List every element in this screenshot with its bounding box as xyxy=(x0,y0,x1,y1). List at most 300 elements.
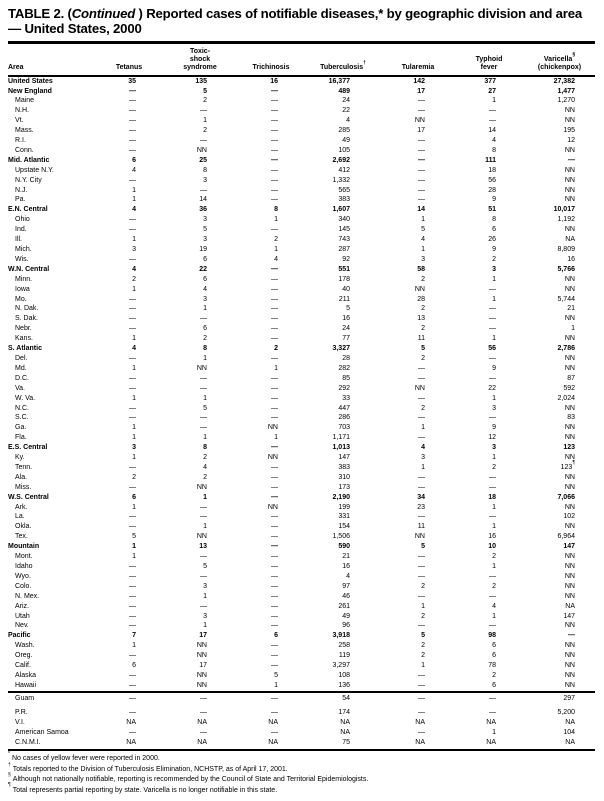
value-cell: — xyxy=(418,709,425,717)
value-cell: 5 xyxy=(346,305,350,313)
value-cell: — xyxy=(271,226,278,234)
value-cell: 3 xyxy=(203,295,207,303)
value-cell: 5,200 xyxy=(557,709,575,717)
area-cell: Colo. xyxy=(15,582,32,590)
value-cell: 377 xyxy=(484,77,496,85)
value-cell: NN xyxy=(564,186,575,194)
value-cell: — xyxy=(489,592,496,600)
table-row xyxy=(8,503,595,513)
value-cell: — xyxy=(129,414,136,422)
value-cell: — xyxy=(418,166,425,174)
value-cell: NN xyxy=(564,582,575,590)
column-header xyxy=(304,42,382,76)
value-cell: — xyxy=(129,295,136,303)
value-cell: 1 xyxy=(421,424,425,432)
value-cell: NN xyxy=(564,146,575,154)
table-row xyxy=(8,116,595,126)
value-cell: — xyxy=(129,107,136,115)
value-cell: — xyxy=(489,513,496,521)
value-cell: 123 xyxy=(563,444,575,452)
value-cell: 136 xyxy=(338,681,350,689)
footnote-marker: § xyxy=(8,772,11,779)
table-row xyxy=(8,562,595,572)
value-cell: 1 xyxy=(492,729,496,736)
column-header-line: Toxic- xyxy=(189,47,211,55)
table-row xyxy=(8,621,595,631)
value-cell: 1 xyxy=(132,553,136,561)
value-cell: 3 xyxy=(421,255,425,263)
value-cell: — xyxy=(271,275,278,283)
value-cell: 4 xyxy=(492,602,496,610)
value-cell: 2,190 xyxy=(332,493,350,501)
value-cell: — xyxy=(271,305,278,313)
area-cell: V.I. xyxy=(15,719,25,727)
area-cell: E.N. Central xyxy=(8,206,48,214)
value-cell: 2 xyxy=(492,582,496,590)
title-continued: Continued xyxy=(71,6,136,21)
table-row xyxy=(8,87,595,97)
value-cell: 58 xyxy=(417,265,425,273)
value-cell: 154 xyxy=(338,523,350,531)
table-row xyxy=(8,314,595,324)
value-cell: 1 xyxy=(492,275,496,283)
value-cell: NN xyxy=(196,652,207,660)
value-cell: 2 xyxy=(132,275,136,283)
column-header-line: shock xyxy=(189,55,211,63)
value-cell: 35 xyxy=(128,77,136,85)
table-row xyxy=(8,692,595,704)
value-cell: 383 xyxy=(338,196,350,204)
value-cell: — xyxy=(162,692,238,704)
value-cell: 1 xyxy=(132,285,136,293)
value-cell: — xyxy=(271,543,278,551)
value-cell: — xyxy=(489,354,496,362)
value-cell: 145 xyxy=(338,226,350,234)
value-cell: 16 xyxy=(270,77,278,85)
area-cell: N. Mex. xyxy=(15,592,40,600)
value-cell: 6 xyxy=(203,275,207,283)
value-cell: 2 xyxy=(421,642,425,650)
value-cell: 1 xyxy=(274,681,278,689)
column-header-line: syndrome xyxy=(183,63,217,71)
value-cell: 5 xyxy=(203,226,207,234)
value-cell: 5 xyxy=(421,345,425,353)
table-row xyxy=(8,661,595,671)
value-cell: 2 xyxy=(492,553,496,561)
value-cell: NN xyxy=(564,681,575,689)
value-cell: — xyxy=(96,692,162,704)
value-cell: 2 xyxy=(203,127,207,135)
value-cell: 9 xyxy=(492,196,496,204)
value-cell: — xyxy=(271,127,278,135)
value-cell: 1,332 xyxy=(332,176,350,184)
value-cell: NN xyxy=(564,166,575,174)
table-row xyxy=(8,433,595,443)
value-cell: 3 xyxy=(421,454,425,462)
value-cell: — xyxy=(271,335,278,343)
table-row xyxy=(8,275,595,285)
area-cell: Tenn. xyxy=(15,463,33,471)
value-cell: NA xyxy=(565,719,575,727)
value-cell: — xyxy=(271,493,278,501)
value-cell: 1 xyxy=(421,662,425,670)
value-cell: — xyxy=(129,305,136,313)
value-cell: 1 xyxy=(492,503,496,511)
value-cell: 199 xyxy=(338,503,350,511)
value-cell: NN xyxy=(564,404,575,412)
value-cell: 28 xyxy=(417,295,425,303)
area-cell: Hawaii xyxy=(15,681,37,689)
value-cell: NN xyxy=(196,681,207,689)
value-cell: NN xyxy=(564,473,575,481)
value-cell: — xyxy=(271,444,278,452)
area-cell: Vt. xyxy=(15,117,24,125)
value-cell: 489 xyxy=(338,87,350,95)
value-cell: 2 xyxy=(421,354,425,362)
area-cell: N.C. xyxy=(15,404,29,412)
table-row xyxy=(8,443,595,453)
area-cell: N.Y. City xyxy=(15,176,42,184)
value-cell: 19 xyxy=(199,246,207,253)
value-cell: 310 xyxy=(338,473,350,481)
area-cell: Minn. xyxy=(15,275,33,283)
value-cell: 8 xyxy=(274,206,278,214)
area-cell: Mo. xyxy=(15,295,27,303)
value-cell: 1 xyxy=(132,335,136,343)
value-cell: — xyxy=(418,107,425,115)
value-cell: — xyxy=(200,709,207,717)
value-cell: NN xyxy=(196,483,207,491)
table-row xyxy=(8,106,595,116)
table-row xyxy=(8,592,595,602)
value-cell: — xyxy=(271,523,278,531)
value-cell: 11 xyxy=(417,335,425,343)
value-cell: NN xyxy=(564,662,575,670)
value-cell: 1 xyxy=(492,612,496,620)
table-row xyxy=(8,304,595,314)
value-cell: 292 xyxy=(338,384,350,392)
value-cell: 25 xyxy=(199,156,207,164)
column-header-line: Tuberculosis† xyxy=(320,59,366,71)
value-cell: 4 xyxy=(421,444,425,452)
area-cell: Mass. xyxy=(15,127,34,135)
value-cell: NN xyxy=(196,364,207,372)
value-cell: — xyxy=(129,652,136,660)
value-cell: — xyxy=(129,572,136,580)
value-cell: — xyxy=(271,176,278,184)
value-cell: — xyxy=(129,315,136,323)
value-cell: 447 xyxy=(338,404,350,412)
column-header-line: fever xyxy=(480,63,498,71)
table-row xyxy=(8,552,595,562)
area-cell: P.R. xyxy=(15,709,28,717)
value-cell: 1 xyxy=(421,463,425,471)
value-cell: 46 xyxy=(342,592,350,600)
value-cell: NN xyxy=(414,117,425,125)
table-row xyxy=(8,651,595,661)
value-cell: 1 xyxy=(421,602,425,610)
value-cell: — xyxy=(271,582,278,590)
value-cell: — xyxy=(489,305,496,313)
value-cell: 6,964 xyxy=(557,533,575,541)
table-row xyxy=(8,176,595,186)
value-cell: — xyxy=(489,483,496,491)
value-cell: 4 xyxy=(132,345,136,353)
value-cell: NN xyxy=(564,642,575,650)
value-cell: 1 xyxy=(203,354,207,362)
value-cell: NN xyxy=(267,503,278,511)
value-cell: — xyxy=(418,414,425,422)
table-row xyxy=(8,602,595,612)
value-cell: 412 xyxy=(338,166,350,174)
value-cell: 1,477 xyxy=(557,87,575,95)
value-cell: 1 xyxy=(492,394,496,402)
table-row xyxy=(8,582,595,592)
column-header-line: (chickenpox) xyxy=(537,63,582,71)
value-cell: 16 xyxy=(342,563,350,570)
value-cell: — xyxy=(271,186,278,194)
value-cell: 282 xyxy=(338,364,350,372)
value-cell: 6 xyxy=(492,681,496,689)
area-cell: Oreg. xyxy=(15,652,33,660)
value-cell: NN xyxy=(564,572,575,580)
value-cell: — xyxy=(129,523,136,531)
value-cell: — xyxy=(271,384,278,392)
column-header-line: Area xyxy=(8,63,24,71)
area-cell: Mont. xyxy=(15,553,33,561)
area-cell: Ala. xyxy=(15,473,28,481)
footnote xyxy=(8,772,595,785)
value-cell: 24 xyxy=(342,325,350,333)
value-cell: 4 xyxy=(203,463,207,471)
header-row xyxy=(8,42,595,76)
value-cell: 12 xyxy=(567,137,575,145)
value-cell: 1 xyxy=(132,196,136,204)
value-cell: 22 xyxy=(199,265,207,273)
value-cell: — xyxy=(271,513,278,521)
value-cell: NN xyxy=(414,285,425,293)
area-cell: W. Va. xyxy=(15,394,36,402)
value-cell: 1 xyxy=(132,236,136,244)
value-cell: — xyxy=(129,612,136,620)
table-row xyxy=(8,205,595,215)
value-cell: 743 xyxy=(338,236,350,244)
area-cell: Ark. xyxy=(15,503,28,511)
value-cell: — xyxy=(418,176,425,184)
value-cell: NN xyxy=(196,671,207,679)
value-cell: — xyxy=(200,374,207,382)
value-cell: NN xyxy=(564,483,575,491)
value-cell: 590 xyxy=(338,543,350,551)
value-cell: 17 xyxy=(199,662,207,670)
value-cell: — xyxy=(271,592,278,600)
value-cell: — xyxy=(271,107,278,115)
table-row xyxy=(8,453,595,463)
value-cell: NN xyxy=(196,533,207,541)
value-cell: — xyxy=(271,325,278,333)
value-cell: 4 xyxy=(421,236,425,244)
value-cell: 97 xyxy=(342,582,350,590)
value-cell: 1 xyxy=(203,117,207,125)
value-cell: — xyxy=(129,602,136,610)
value-cell: 17 xyxy=(417,87,425,95)
table-header xyxy=(8,42,595,76)
value-cell: 1 xyxy=(492,454,496,462)
value-cell: 8 xyxy=(203,345,207,353)
value-cell: 565 xyxy=(338,186,350,194)
value-cell: 1 xyxy=(132,642,136,650)
value-cell: 87 xyxy=(567,374,575,382)
value-cell: 3 xyxy=(132,246,136,253)
value-cell: 258 xyxy=(338,642,350,650)
area-cell: Guam xyxy=(8,692,96,704)
value-cell: 592 xyxy=(563,384,575,392)
area-cell: N.J. xyxy=(15,186,28,194)
value-cell: — xyxy=(271,729,278,736)
value-cell: NA xyxy=(340,729,350,736)
value-cell: NN xyxy=(196,642,207,650)
value-cell: 2 xyxy=(421,305,425,313)
value-cell: NN xyxy=(564,335,575,343)
value-cell: 77 xyxy=(342,335,350,343)
value-cell: 36 xyxy=(199,206,207,214)
footnote-marker: * xyxy=(8,751,10,758)
value-cell: — xyxy=(271,166,278,174)
area-cell: Wyo. xyxy=(15,572,31,580)
column-header xyxy=(96,42,162,76)
value-cell: 1 xyxy=(274,246,278,253)
value-cell: 4 xyxy=(346,572,350,580)
value-cell: — xyxy=(129,681,136,689)
table-row xyxy=(8,225,595,235)
value-cell: — xyxy=(418,572,425,580)
column-header-line: Tularemia xyxy=(401,63,435,71)
value-cell: 147 xyxy=(338,454,350,462)
value-cell: NN xyxy=(564,107,575,115)
area-cell: Nebr. xyxy=(15,325,32,333)
value-cell: 4 xyxy=(132,265,136,273)
value-cell: — xyxy=(129,671,136,679)
value-cell: 6 xyxy=(132,493,136,501)
value-cell: NN xyxy=(267,454,278,462)
value-cell: 1 xyxy=(274,216,278,224)
value-cell: NA xyxy=(162,738,238,750)
value-cell: 551 xyxy=(338,265,350,273)
footnote-marker: ¶ xyxy=(8,782,11,789)
table-row xyxy=(8,156,595,166)
value-cell: 22 xyxy=(488,384,496,392)
value-cell: 8,809 xyxy=(557,246,575,253)
value-cell: 78 xyxy=(488,662,496,670)
value-cell: 16 xyxy=(342,315,350,323)
value-cell: 3 xyxy=(203,176,207,184)
footnotes xyxy=(8,751,595,796)
value-cell: 703 xyxy=(338,424,350,432)
area-cell: S. Dak. xyxy=(15,315,38,323)
value-cell: — xyxy=(489,315,496,323)
value-cell: — xyxy=(271,463,278,471)
value-cell: — xyxy=(129,729,136,736)
value-cell: NN xyxy=(564,563,575,570)
value-cell: — xyxy=(200,315,207,323)
value-cell: — xyxy=(418,434,425,442)
value-cell: 92 xyxy=(342,255,350,263)
table-row xyxy=(8,76,595,87)
value-cell: — xyxy=(129,513,136,521)
column-header xyxy=(238,42,304,76)
value-cell: 1 xyxy=(132,364,136,372)
value-cell: 34 xyxy=(417,493,425,501)
table-row xyxy=(8,136,595,146)
value-cell: 119 xyxy=(338,652,350,660)
value-cell: NN xyxy=(564,523,575,531)
value-cell: 1 xyxy=(132,503,136,511)
table-row xyxy=(8,463,595,473)
table-row xyxy=(8,235,595,245)
area-cell: Ill. xyxy=(15,236,22,244)
value-cell: 1 xyxy=(203,394,207,402)
value-cell: NN xyxy=(564,176,575,184)
value-cell: 4 xyxy=(203,285,207,293)
value-cell: 6 xyxy=(492,226,496,234)
value-cell: NN xyxy=(564,553,575,561)
value-cell: 12 xyxy=(488,434,496,442)
value-cell: 83 xyxy=(567,414,575,422)
area-cell: Tex. xyxy=(15,533,28,541)
value-cell: 211 xyxy=(338,295,350,303)
value-cell: 1,270 xyxy=(557,97,575,105)
value-cell: 16,377 xyxy=(328,77,350,85)
area-cell: N. Dak. xyxy=(15,305,39,313)
table-row xyxy=(8,374,595,384)
value-cell: — xyxy=(271,196,278,204)
value-cell: — xyxy=(129,592,136,600)
value-cell: 285 xyxy=(338,127,350,135)
value-cell: 5 xyxy=(421,543,425,551)
value-cell: — xyxy=(271,295,278,303)
value-cell: — xyxy=(418,671,425,679)
footnote xyxy=(8,782,595,796)
value-cell: 5 xyxy=(274,671,278,679)
value-cell: — xyxy=(418,394,425,402)
value-cell: 1 xyxy=(492,335,496,343)
value-cell: — xyxy=(489,414,496,422)
value-cell: — xyxy=(271,662,278,670)
area-cell: Mich. xyxy=(15,246,32,253)
area-cell: S. Atlantic xyxy=(8,345,42,353)
value-cell: — xyxy=(129,97,136,105)
value-cell: 1 xyxy=(132,543,136,551)
footnote-text: Although not nationally notifiable, reporting is recommended by the Council of State and Territorial Epidemiologists. xyxy=(12,776,369,784)
value-cell: NN xyxy=(564,117,575,125)
value-cell: — xyxy=(489,374,496,382)
value-cell: 173 xyxy=(338,483,350,491)
value-cell: — xyxy=(418,156,425,164)
value-cell: 5 xyxy=(203,563,207,570)
area-cell: Mountain xyxy=(8,543,40,551)
table-row xyxy=(8,126,595,136)
value-cell: — xyxy=(489,325,496,333)
value-cell: NA xyxy=(565,236,575,244)
value-cell: 1 xyxy=(492,97,496,105)
value-cell: — xyxy=(271,553,278,561)
value-cell: 1 xyxy=(203,305,207,313)
value-cell: — xyxy=(200,602,207,610)
column-header xyxy=(454,42,524,76)
table-row xyxy=(8,493,595,503)
value-cell: 6 xyxy=(203,325,207,333)
value-cell: 8 xyxy=(492,216,496,224)
